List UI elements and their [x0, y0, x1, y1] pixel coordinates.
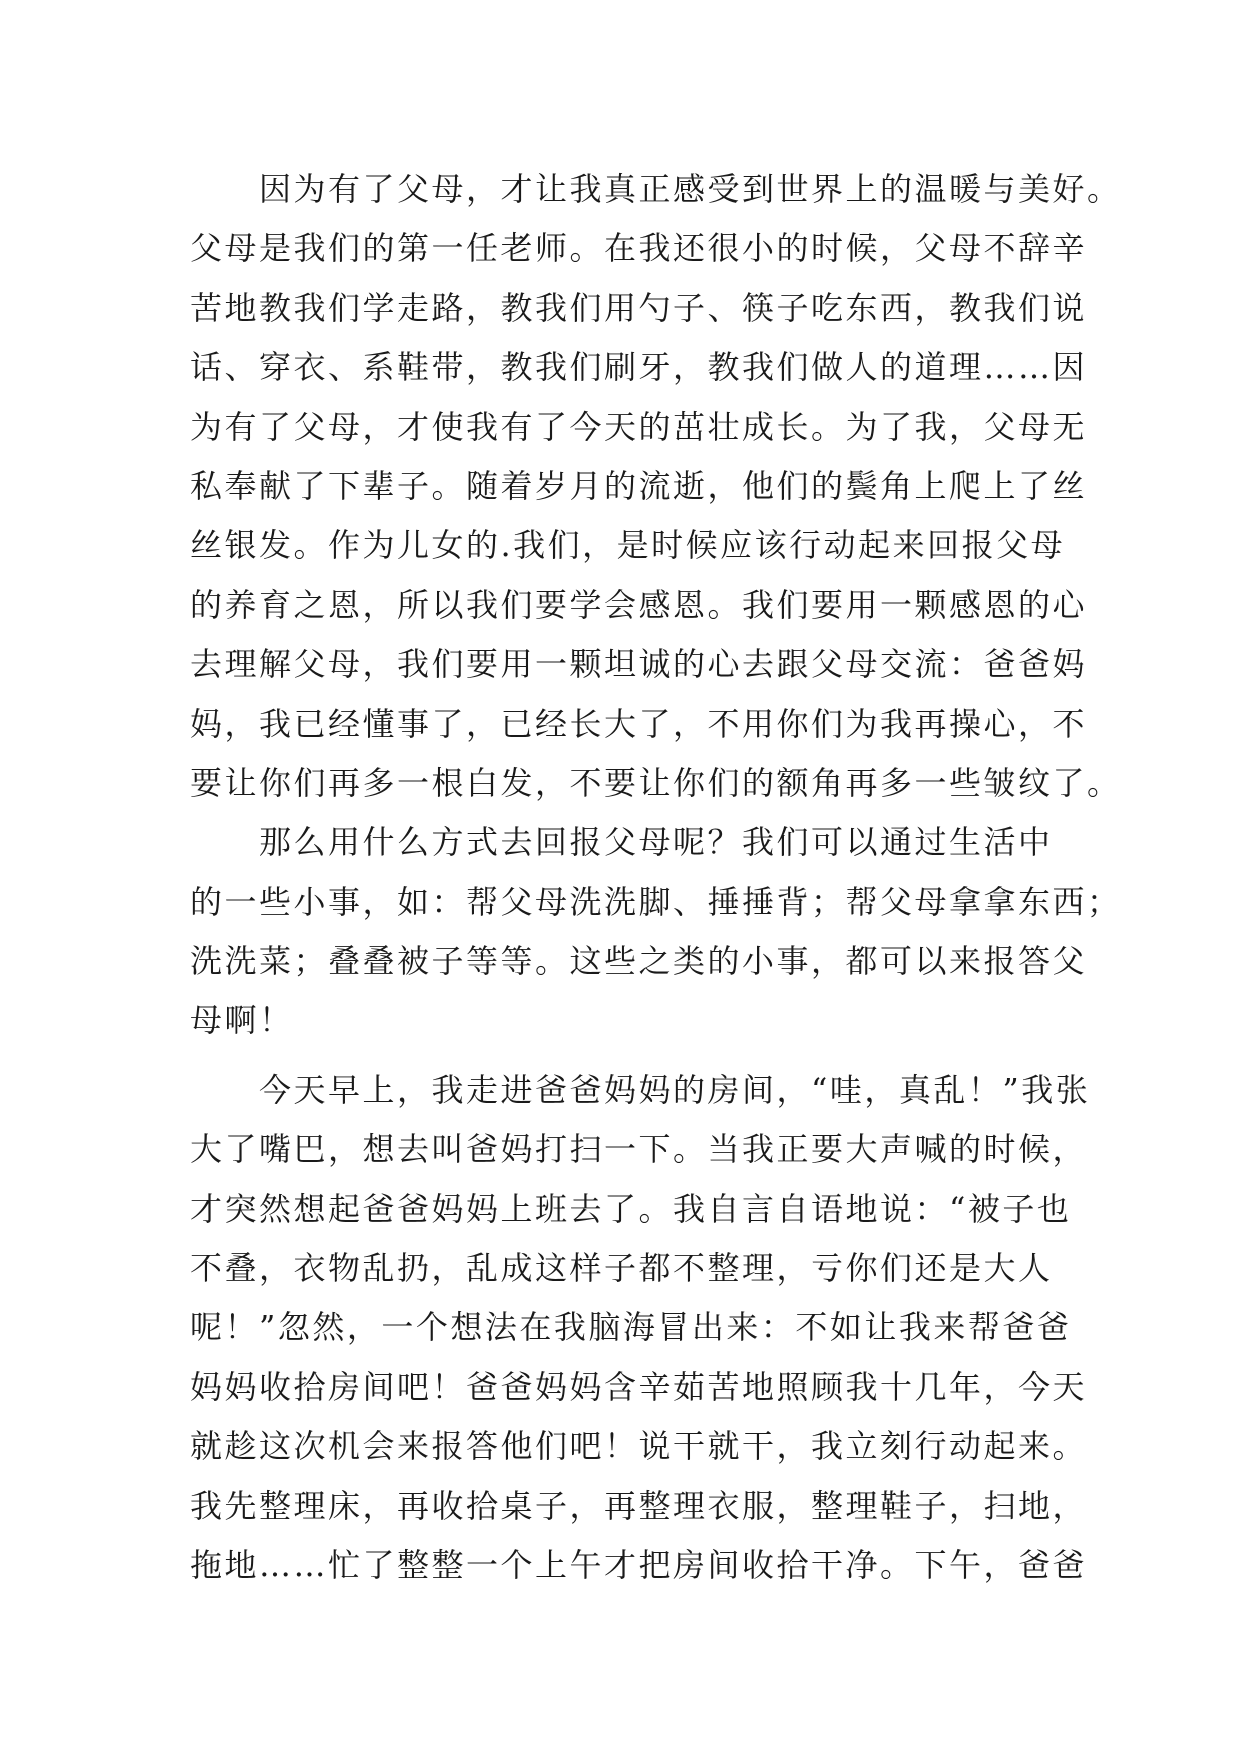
text-line: 母啊！	[190, 1001, 294, 1040]
text-line: 妈妈收拾房间吧！爸爸妈妈含辛茹苦地照顾我十几年，今天	[190, 1367, 1088, 1406]
text-line: 洗洗菜；叠叠被子等等。这些之类的小事，都可以来报答父	[190, 942, 1088, 981]
text-line: 呢！”忽然，一个想法在我脑海冒出来：不如让我来帮爸爸	[190, 1308, 1072, 1347]
text-line: 拖地……忙了整整一个上午才把房间收拾干净。下午，爸爸	[190, 1545, 1088, 1584]
text-line: 妈，我已经懂事了，已经长大了，不用你们为我再操心，不	[190, 704, 1088, 743]
text-line: 话、穿衣、系鞋带，教我们刷牙，教我们做人的道理……因	[190, 348, 1088, 387]
paragraph	[190, 160, 1122, 813]
text-line: 私奉献了下辈子。随着岁月的流逝，他们的鬓角上爬上了丝	[190, 466, 1088, 505]
text-line: 为有了父母，才使我有了今天的茁壮成长。为了我，父母无	[190, 407, 1088, 446]
text-line: 的养育之恩，所以我们要学会感恩。我们要用一颗感恩的心	[190, 585, 1088, 624]
text-line: 不叠，衣物乱扔，乱成这样子都不整理，亏你们还是大人	[190, 1249, 1053, 1288]
text-line: 才突然想起爸爸妈妈上班去了。我自言自语地说：“被子也	[190, 1189, 1072, 1228]
text-line: 父母是我们的第一任老师。在我还很小的时候，父母不辞辛	[190, 229, 1088, 268]
paragraph	[190, 813, 1122, 1051]
paragraph	[190, 1061, 1091, 1596]
text-line: 我先整理床，再收拾桌子，再整理衣服，整理鞋子，扫地，	[190, 1486, 1088, 1525]
text-line: 今天早上，我走进爸爸妈妈的房间，“哇，真乱！”我张	[190, 1070, 1091, 1109]
text-line: 因为有了父母，才让我真正感受到世界上的温暖与美好。	[190, 170, 1122, 208]
text-line: 那么用什么方式去回报父母呢？我们可以通过生活中	[190, 823, 1053, 862]
text-line: 苦地教我们学走路，教我们用勺子、筷子吃东西，教我们说	[190, 288, 1088, 327]
text-line: 要让你们再多一根白发，不要让你们的额角再多一些皱纹了。	[190, 763, 1122, 802]
text-line: 去理解父母，我们要用一颗坦诚的心去跟父母交流：爸爸妈	[190, 645, 1088, 684]
document-body	[190, 160, 1122, 1595]
text-line: 的一些小事，如：帮父母洗洗脚、捶捶背；帮父母拿拿东西；	[190, 882, 1122, 921]
text-line: 大了嘴巴，想去叫爸妈打扫一下。当我正要大声喊的时候，	[190, 1130, 1088, 1169]
text-line: 就趁这次机会来报答他们吧！说干就干，我立刻行动起来。	[190, 1427, 1088, 1466]
paragraph-spacer	[190, 1051, 1060, 1061]
text-line: 丝银发。作为儿女的.我们，是时候应该行动起来回报父母	[190, 526, 1066, 565]
